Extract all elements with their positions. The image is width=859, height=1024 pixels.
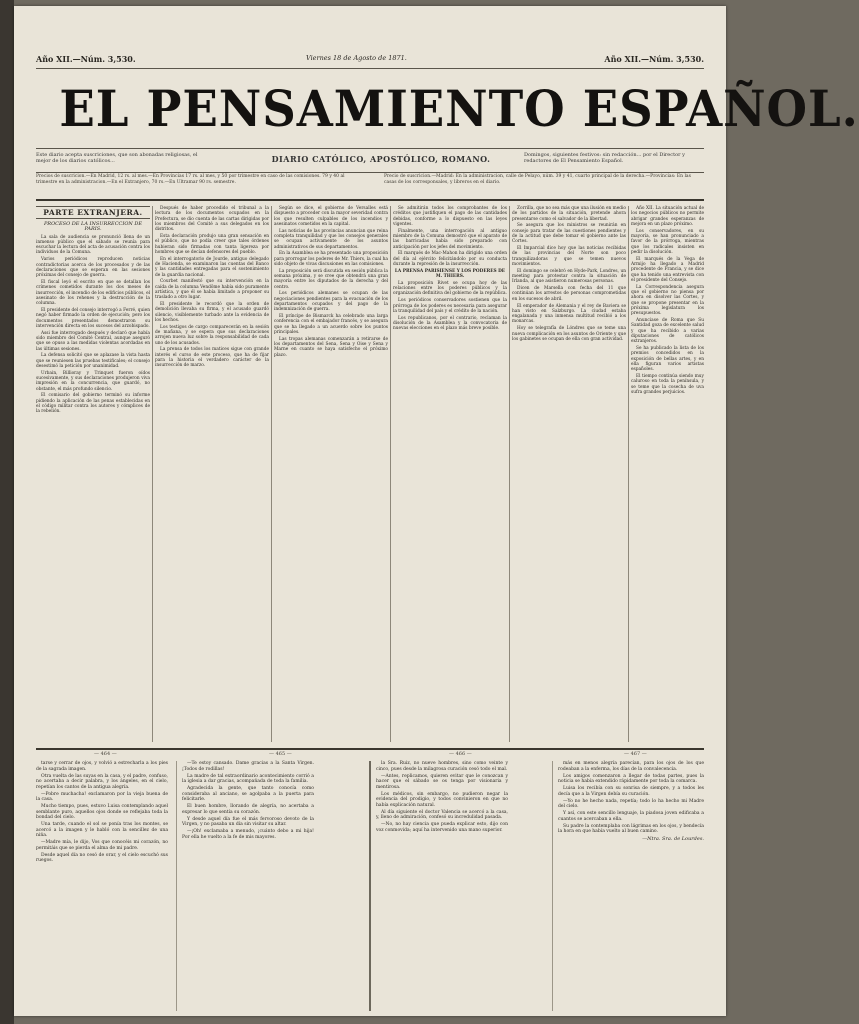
paragraph: En el interrogatorio de Jourde, antiguo delegado de Hacienda, se examinaron las cuentas del Banco y las cantidades entregadas para el sostenimiento de la guardia nacional.	[155, 256, 269, 278]
paragraph: Los amigos comenzaron a llegar de todas partes, pues la noticia se había extendido rápidamente por toda la comarca.	[558, 773, 704, 784]
paragraph: más en menos alegría parecían, para los ojos de los que rodeaban a la enferma, los días de la convalecencia.	[558, 761, 704, 772]
paragraph: Varios periódicos reproducen noticias contradictorias acerca de los procesados y de las declaraciones que se esperan en las sesiones próximas del consejo de guerra.	[36, 257, 150, 279]
paragraph: Los testigos de cargo comparecerán en la sesión de mañana, y se espera que sus declaraciones arrojen nueva luz sobre la responsabilidad de cada uno de los acusados.	[155, 324, 269, 346]
paragraph: Assi fue interrogado después y declaró que había sido miembro del Comité Central, aunque aseguró que se opuso a las medidas violentas acordadas en las últimas sesiones.	[36, 330, 150, 352]
section-heading: PARTE EXTRANJERA.	[36, 206, 150, 219]
column-divider	[552, 761, 553, 1011]
paragraph: Las noticias de las provincias anuncian que reina completa tranquilidad y que los consejos generales se ocupan activamente de los asuntos administrativos de sus departamentos.	[274, 228, 388, 250]
news-column-5	[512, 206, 626, 742]
issue-date: Viernes 18 de Agosto de 1871.	[306, 54, 407, 62]
paragraph: —Yo no he hecho nada, repetía; todo lo ha hecho mi Madre del cielo.	[558, 798, 704, 809]
paragraph: Agradecida la gente, que tanto conocía como consideraba al anciano, se agolpaba a la puerta para felicitarle.	[182, 786, 314, 802]
paragraph: Después de haber procedido el tribunal a la lectura de los documentos ocupados en la Prefectura, se dio cuenta de las cartas dirigidas por los miembros del Comité a sus delegados en los distritos.	[155, 206, 269, 233]
paragraph: la Sra. Ruiz, no nueve hombres, sino como veinte y cinco, pues desde la milagrosa curación cesó todo el mal.	[376, 761, 508, 772]
paragraph: El Imparcial dice hoy que las noticias recibidas de las provincias del Norte son poco tranquilizadoras y que se temen nuevos movimientos.	[512, 246, 626, 267]
paragraph: Los conservadores, en su mayoría, se han pronunciado a favor de la prórroga, mientras que los radicales insisten en pedir la disolución.	[631, 228, 704, 255]
paragraph: El emperador de Alemania y el rey de Baviera se han visto en Salzburgo. La ciudad estaba engalanada y una inmensa multitud recibió a los monarcas.	[512, 303, 626, 325]
paragraph: Las tropas alemanas comenzarán a retirarse de los departamentos del Sena, Sena y Oise y Sena y Marne en cuanto se haya satisfecho el próximo plazo.	[274, 336, 388, 358]
paragraph: La proposición Rivet se ocupa hoy de las relaciones entre los poderes públicos y la organización definitiva del gobierno de la república.	[393, 280, 507, 297]
paragraph: La proposición será discutida en sesión pública la semana próxima, y se cree que obtendrá una gran mayoría entre los diputados de la derecha y del centro.	[274, 268, 388, 290]
paragraph: Los médicos, sin embargo, no pudieron negar la evidencia del prodigio, y todos convinieron en que no había explicación natural.	[376, 791, 508, 808]
paragraph: —Madre mía, le dijo, Vos que conocéis mi corazón, no permitáis que se pierda el alma de mi padre.	[36, 840, 168, 851]
issue-number-left: Año XII.—Núm. 3,530.	[36, 54, 136, 64]
paragraph: La Correspondencia asegura que el gobierno no piensa por ahora en disolver las Cortes, y que se propone presentar en la próxima legislatura los presupuestos.	[631, 284, 704, 317]
subtitle-rule	[36, 172, 704, 173]
serial-column-2	[182, 761, 314, 1011]
paragraph: Al día siguiente el doctor Valencia se acercó a la casa, y, lleno de admiración, confesó su incredulidad pasada.	[376, 809, 508, 820]
paragraph: El buen hombre, llorando de alegría, no acertaba a expresar lo que sentía su corazón.	[182, 804, 314, 815]
page-number: — 467 —	[624, 751, 647, 757]
subtitle-right-note: Domingos, siguientes festivos: sin redacción... por el Director y redactores de El Pensamiento Español.	[524, 152, 685, 164]
column-divider	[390, 206, 391, 742]
paragraph: La madre de tal extraordinario acontecimiento corrió a la iglesia a dar gracias, acompañada de toda la familia.	[182, 773, 314, 784]
paragraph: El presidente le recordó que la orden de demolición llevaba su firma, y el acusado guardó silencio, visiblemente turbado ante la evidencia de los hechos.	[155, 302, 269, 323]
column-divider	[176, 761, 177, 1011]
folio-top-rule	[36, 748, 704, 750]
paragraph: Mucho tiempo, pues, estuvo Luisa contemplando aquel semblante puro, aquellos ojos donde se reflejaba toda la bondad del cielo.	[36, 804, 168, 820]
paragraph: Dicen de Marsella con fecha del 11 que continúan los arrestos de personas comprometidas en los sucesos de abril.	[512, 286, 626, 302]
terms-left: Precios de suscricion.—En Madrid, 12 rs. al mes.—En Provincias 17 rs. al mes, y 50 por trimestre en caso de las comisiones. 79 y 40 al trimestre en la administracion.—En el Extranjero, 70 rs.—En Ultramar 90 rs. semestre.	[36, 174, 345, 185]
paragraph: Courbet manifestó que su intervención en la caída de la columna Vendôme había sido puramente artística, y que él se había limitado a proponer su traslado a otro lugar.	[155, 279, 269, 301]
paragraph: Una tarde, cuando el sol se ponía tras los montes, se acercó a la imagen y le habló con la sencillez de una niña.	[36, 822, 168, 838]
paragraph: Esta declaración produjo una gran sensación en el público, que no podía creer que tales órdenes hubieran sido firmadas con tanta ligereza por hombres que se decían defensores del pueblo.	[155, 233, 269, 255]
paragraph: Los republicanos, por el contrario, reclaman la disolución de la Asamblea y la convocatoria de nuevas elecciones en el plazo más breve posible.	[393, 315, 507, 332]
serial-column-3	[376, 761, 508, 1011]
binding-edge	[0, 0, 14, 1024]
column-divider	[152, 206, 153, 742]
paragraph: La defensa solicitó que se aplazase la vista hasta que se reuniesen las pruebas testificales; el consejo desestimó la petición por unanimidad.	[36, 353, 150, 369]
page-number: — 466 —	[449, 751, 472, 757]
paragraph: Su padre la contemplaba con lágrimas en los ojos, y bendecía la hora en que había vuelto al buen camino.	[558, 823, 704, 834]
newspaper-page	[14, 6, 859, 1016]
news-column-1	[36, 206, 150, 742]
page-number: — 465 —	[269, 751, 292, 757]
paragraph: El marqués de Mac-Mahon ha dirigido una orden del día al ejército felicitándolo por su conducta durante la represión de la insurrección.	[393, 251, 507, 267]
paragraph: Los periódicos alemanes se ocupan de las negociaciones pendientes para la evacuación de los departamentos ocupados y del pago de la indemnización de guerra.	[274, 291, 388, 313]
paragraph: Otra vuelta de las suyas en la casa, y el padre, confuso, no acertaba a decir palabra, y los ángeles, en el cielo, repetían los cantos de la antigua alegría.	[36, 773, 168, 790]
column-divider	[271, 206, 272, 742]
serial-column-4	[558, 761, 704, 1011]
paragraph: El fiscal leyó el escrito en que se detallan los crímenes cometidos durante los dos meses de insurrección, el incendio de los edificios públicos, el asesinato de los rehenes y la destrucción de la columna.	[36, 279, 150, 307]
paragraph: Anunciase de Roma que Su Santidad goza de excelente salud y que ha recibido a varias diputaciones de católicos extranjeros.	[631, 317, 704, 345]
column-divider	[509, 206, 510, 742]
paragraph: El presidente del consejo interrogó a Ferré, quien negó haber firmado la orden de ejecución; pero los documentos presentados demostraron su intervención directa en los sucesos del arzobispado.	[36, 307, 150, 329]
page-gutter	[369, 761, 371, 1011]
paragraph: Se admitirán todos los comprobantes de los créditos que justifiquen el pago de las cantidades debidas, conforme a lo dispuesto en las leyes vigentes.	[393, 206, 507, 227]
paragraph: Desde aquel día no cesó de orar, y el cielo escuchó sus ruegos.	[36, 852, 168, 863]
news-column-2	[155, 206, 269, 742]
paragraph: Luisa los recibía con su sonrisa de siempre, y a todos les decía que a la Virgen debía su curación.	[558, 786, 704, 797]
paragraph: Urbain, Billioray y Trinquet fueron oídos sucesivamente, y sus declaraciones produjeron viva impresión en la concurrencia, que guardó, no obstante, el más profundo silencio.	[36, 370, 150, 392]
serial-signature: —Ntra. Sra. de Lourdes.	[642, 835, 704, 842]
paragraph: —Pobre muchacha! exclamaron por la vieja buena de la casa.	[36, 791, 168, 802]
paragraph: LA PRENSA PARISIENSE Y LOS PODERES DE M. THIERS.	[394, 268, 506, 280]
masthead-title: EL PENSAMIENTO ESPAÑOL.	[59, 79, 859, 138]
section-subheading: PROCESO DE LA INSURRECCION DE PARIS.	[43, 221, 143, 233]
masthead-rule	[36, 148, 704, 149]
paragraph: —Antes, replicamos, quieren evitar que le conozcan y hacer que el sábado se os tenga por visionaria y mentirosa.	[376, 773, 508, 790]
news-column-4	[393, 206, 507, 742]
paragraph: La sala de audiencia se pronunció llena de un inmenso público que el sábado se reunía para escuchar la lectura del acta de acusación contra los individuos de la Comuna.	[36, 234, 150, 256]
news-column-6	[631, 206, 704, 742]
paragraph: En la Asamblea se ha presentado una proposición para prorrogar los poderes de Mr. Thiers, la cual ha sido objeto de vivas discusiones en las comisiones.	[274, 251, 388, 267]
serial-column-1	[36, 761, 168, 1011]
paragraph: Y así, con este sencillo lenguaje, la piadosa joven edificaba a cuantos se acercaban a ella.	[558, 811, 704, 822]
paragraph: Hoy se telegrafía de Lóndres que se teme una nueva complicación en los asuntos de Oriente y que los gabinetes se ocupan de ella con gran actividad.	[512, 326, 626, 342]
issue-number-right: Año XII.—Núm. 3,530.	[604, 54, 704, 64]
paragraph: La prensa de todos los matices sigue con grande interés el curso de este proceso, que ha de fijar para la historia el verdadero carácter de la insurrección de marzo.	[155, 347, 269, 369]
paragraph: —¡Oh! exclamaba a menudo, ¡cuánto debo a mi hija! Por ella he vuelto a la fe de mis mayores.	[182, 829, 314, 840]
paragraph: Los periódicos conservadores sostienen que la prórroga de los poderes es necesaria para asegurar la tranquilidad del país y el crédito de la nación.	[393, 298, 507, 314]
paragraph: Finalmente, una interrogación al antiguo miembro de la Comuna demostró que el aparato de las barricadas había sido preparado con anticipación por los jefes del movimiento.	[393, 228, 507, 250]
paragraph: Y desde aquel día fue el más fervoroso devoto de la Virgen, y no pasaba un día sin visitar su altar.	[182, 816, 314, 827]
columns-top-rule	[36, 199, 704, 201]
paragraph: Se asegura que los ministros se reunirán en consejo para tratar de las cuestiones pendientes y de la actitud que debe tomar el gobierno ante las Cortes.	[512, 223, 626, 245]
paragraph: —No, no hay ciencia que pueda explicar esto, dijo con voz conmovida; aquí ha intervenido una mano superior.	[376, 822, 508, 833]
paragraph: tarse y cerrar de ojos, y volvió a estrecharla a los pies de la sagrada imagen.	[36, 761, 168, 772]
column-divider	[628, 206, 629, 742]
subtitle-line	[36, 152, 704, 174]
top-rule	[36, 68, 704, 69]
paragraph: Año XII. La situación actual de los negocios públicos no permite abrigar grandes esperanzas de mejora en un plazo próximo.	[631, 206, 704, 227]
paragraph: —Te estoy cansado. Dame gracias a la Santa Virgen. ¡Todos de rodillas!	[182, 761, 314, 772]
subtitle-left-note: Este diario acepta suscriciones, que son abonadas religiosas, el mejor de los diarios católicos...	[36, 152, 198, 164]
paragraph: Según se dice, el gobierno de Versalles está dispuesto a proceder con la mayor severidad contra los que resulten culpables de los incendios y asesinatos cometidos en la capital.	[274, 206, 388, 227]
paragraph: Zorrilla, que no sea más que una ilusión en medio de los partidos de la situación, pretende ahora presentarse como el salvador de la libertad.	[512, 206, 626, 222]
subscription-terms	[36, 174, 704, 196]
paragraph: Se ha publicado la lista de los premios concedidos en la exposición de bellas artes, y en ella figuran varios artistas españoles.	[631, 345, 704, 373]
paragraph: El príncipe de Bismarck ha celebrado una larga conferencia con el embajador francés, y se asegura que se ha llegado a un acuerdo sobre los puntos principales.	[274, 314, 388, 336]
paragraph: El comisario del gobierno terminó su informe pidiendo la aplicación de las penas establecidas en el código militar contra los autores y cómplices de la rebelión.	[36, 393, 150, 415]
news-column-3	[274, 206, 388, 742]
paragraph: El tiempo continúa siendo muy caluroso en toda la península, y se teme que la cosecha de uva sufra grandes perjuicios.	[631, 373, 704, 395]
paragraph: El domingo se celebró en Hyde-Park, Londres, un meeting para protestar contra la situación de Irlanda, al que asistieron numerosas personas.	[512, 268, 626, 285]
paragraph: El marqués de la Vega de Armijo ha llegado a Madrid procedente de Francia, y se dice que ha tenido una entrevista con el presidente del Consejo.	[631, 256, 704, 283]
subtitle-center: DIARIO CATÓLICO, APOSTÓLICO, ROMANO.	[271, 154, 491, 164]
terms-right: Precio de suscricion.—Madrid: En la administracion, calle de Pelayo, núm. 39 y 41, cuarto principal de la derecha.—Provincias: En las casas de los corresponsales, y libreros en el diario.	[384, 174, 691, 185]
page-number: — 464 —	[94, 751, 117, 757]
